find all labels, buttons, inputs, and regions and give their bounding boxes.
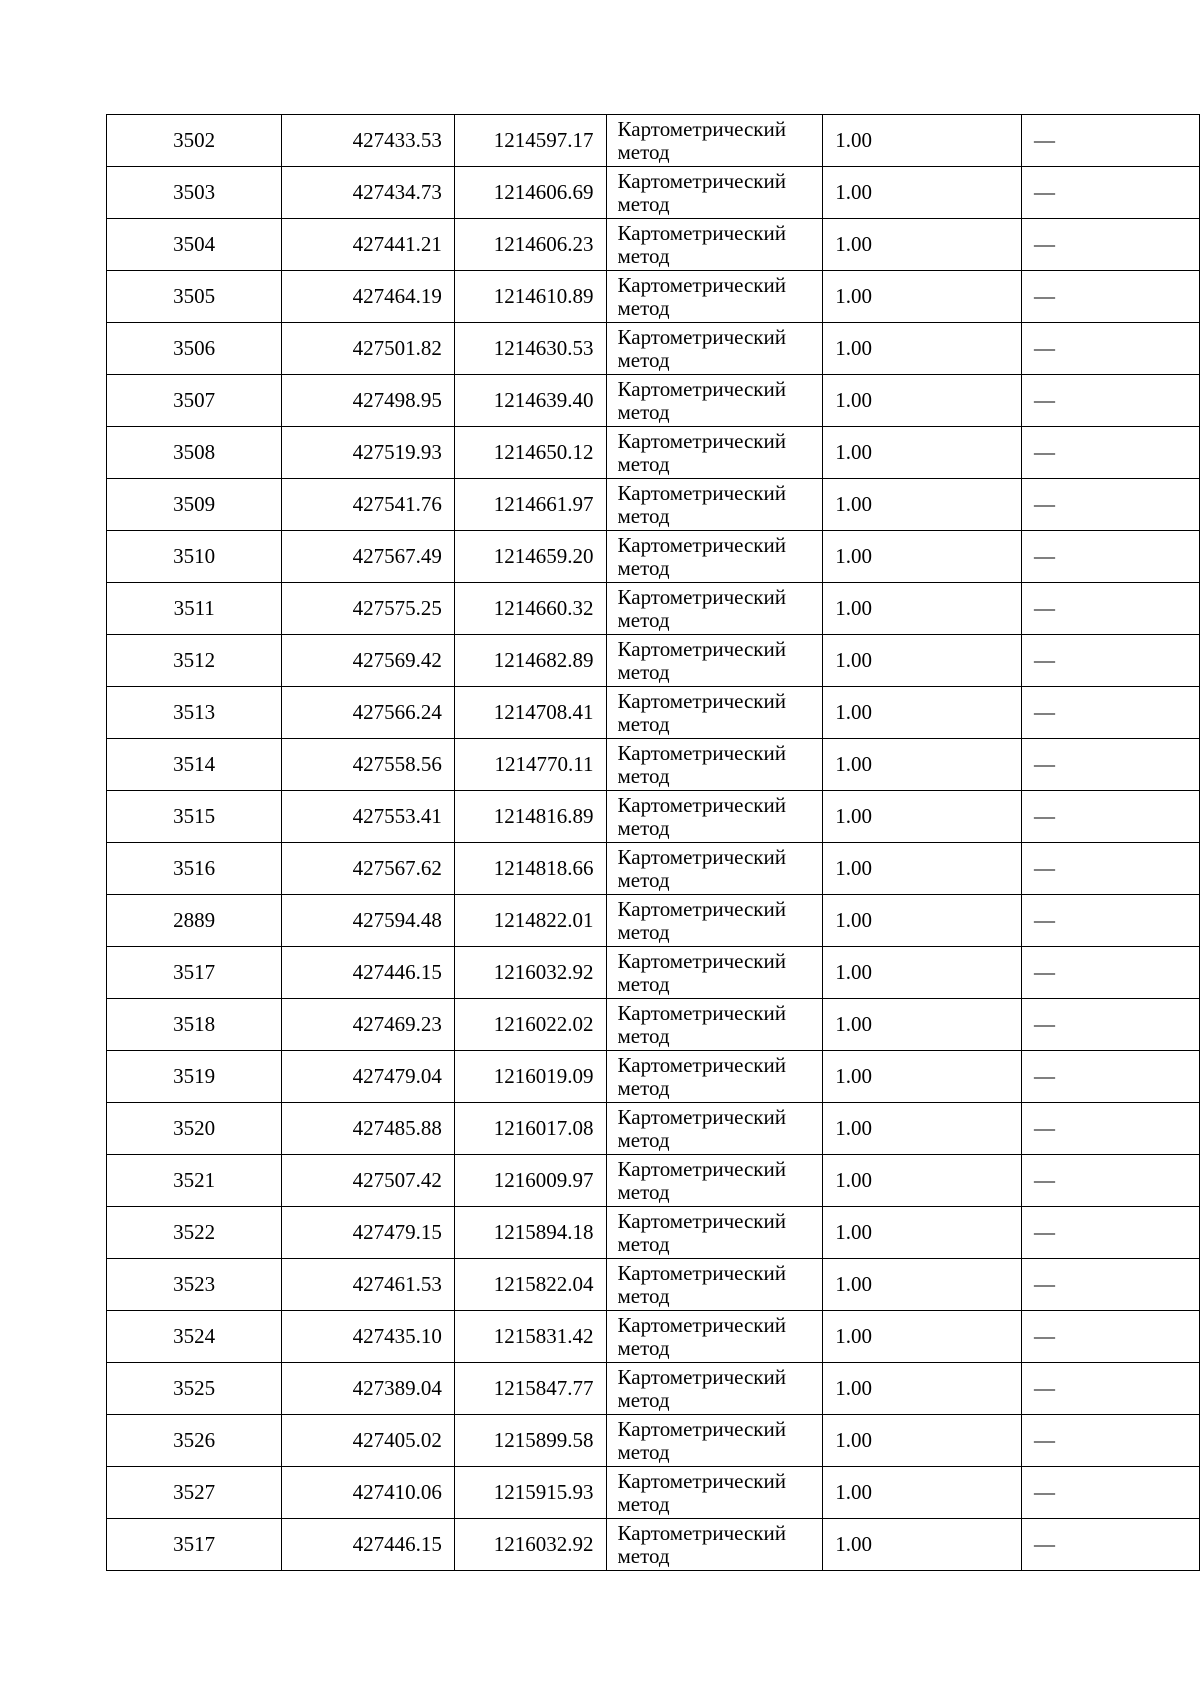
method-line-1: Картометрический: [617, 1157, 786, 1182]
point-number-cell: 3510: [107, 531, 282, 583]
method-line-1: Картометрический: [617, 1053, 786, 1078]
method-line-1: Картометрический: [617, 1313, 786, 1338]
x-coordinate-cell: 427541.76: [282, 479, 455, 531]
table-row: [107, 635, 1200, 687]
table-row: [107, 791, 1200, 843]
x-coordinate-cell: 427434.73: [282, 167, 455, 219]
description-cell: —: [1022, 843, 1200, 895]
table-row: [107, 687, 1200, 739]
accuracy-cell: 1.00: [823, 1155, 1022, 1207]
method-line-2: метод: [617, 1543, 670, 1568]
accuracy-cell: 1.00: [823, 791, 1022, 843]
accuracy-cell: 1.00: [823, 583, 1022, 635]
method-line-2: метод: [617, 1179, 670, 1204]
accuracy-cell: 1.00: [823, 1519, 1022, 1571]
x-coordinate-cell: 427479.04: [282, 1051, 455, 1103]
method-line-2: метод: [617, 1335, 670, 1360]
method-line-1: Картометрический: [617, 1105, 786, 1130]
method-line-1: Картометрический: [617, 1521, 786, 1546]
accuracy-cell: 1.00: [823, 635, 1022, 687]
point-number-cell: 3503: [107, 167, 282, 219]
point-number-cell: 3525: [107, 1363, 282, 1415]
y-coordinate-cell: 1215899.58: [454, 1415, 606, 1467]
accuracy-cell: 1.00: [823, 271, 1022, 323]
description-cell: —: [1022, 1363, 1200, 1415]
point-number-cell: 3524: [107, 1311, 282, 1363]
x-coordinate-cell: 427446.15: [282, 947, 455, 999]
method-line-1: Картометрический: [617, 1469, 786, 1494]
method-cell: [606, 635, 823, 687]
method-line-2: метод: [617, 1127, 670, 1152]
x-coordinate-cell: 427498.95: [282, 375, 455, 427]
table-row: [107, 271, 1200, 323]
description-cell: —: [1022, 1519, 1200, 1571]
accuracy-cell: 1.00: [823, 687, 1022, 739]
method-line-2: метод: [617, 1283, 670, 1308]
table-row: [107, 843, 1200, 895]
method-cell: [606, 323, 823, 375]
y-coordinate-cell: 1214822.01: [454, 895, 606, 947]
description-cell: —: [1022, 323, 1200, 375]
y-coordinate-cell: 1214816.89: [454, 791, 606, 843]
accuracy-cell: 1.00: [823, 999, 1022, 1051]
y-coordinate-cell: 1216017.08: [454, 1103, 606, 1155]
accuracy-cell: 1.00: [823, 115, 1022, 167]
table-row: [107, 1259, 1200, 1311]
description-cell: —: [1022, 1259, 1200, 1311]
y-coordinate-cell: 1216032.92: [454, 1519, 606, 1571]
x-coordinate-cell: 427461.53: [282, 1259, 455, 1311]
point-number-cell: 3520: [107, 1103, 282, 1155]
point-number-cell: 3517: [107, 1519, 282, 1571]
accuracy-cell: 1.00: [823, 219, 1022, 271]
table-row: [107, 1415, 1200, 1467]
method-line-2: метод: [617, 1231, 670, 1256]
description-cell: —: [1022, 635, 1200, 687]
method-cell: [606, 271, 823, 323]
table-row: [107, 583, 1200, 635]
table-row: [107, 115, 1200, 167]
method-line-2: метод: [617, 139, 670, 164]
accuracy-cell: 1.00: [823, 1363, 1022, 1415]
description-cell: —: [1022, 167, 1200, 219]
description-cell: —: [1022, 479, 1200, 531]
table-row: [107, 1311, 1200, 1363]
table-row: [107, 375, 1200, 427]
accuracy-cell: 1.00: [823, 427, 1022, 479]
point-number-cell: 3526: [107, 1415, 282, 1467]
point-number-cell: 3513: [107, 687, 282, 739]
method-line-2: метод: [617, 971, 670, 996]
y-coordinate-cell: 1215822.04: [454, 1259, 606, 1311]
y-coordinate-cell: 1214597.17: [454, 115, 606, 167]
method-line-1: Картометрический: [617, 585, 786, 610]
method-line-2: метод: [617, 1439, 670, 1464]
x-coordinate-cell: 427594.48: [282, 895, 455, 947]
method-line-2: метод: [617, 243, 670, 268]
y-coordinate-cell: 1214660.32: [454, 583, 606, 635]
y-coordinate-cell: 1214818.66: [454, 843, 606, 895]
accuracy-cell: 1.00: [823, 479, 1022, 531]
description-cell: —: [1022, 1051, 1200, 1103]
method-cell: [606, 843, 823, 895]
description-cell: —: [1022, 1467, 1200, 1519]
table-row: [107, 167, 1200, 219]
x-coordinate-cell: 427469.23: [282, 999, 455, 1051]
method-line-2: метод: [617, 1387, 670, 1412]
point-number-cell: 3511: [107, 583, 282, 635]
method-cell: [606, 219, 823, 271]
method-cell: [606, 1103, 823, 1155]
method-line-2: метод: [617, 763, 670, 788]
point-number-cell: 3502: [107, 115, 282, 167]
description-cell: —: [1022, 999, 1200, 1051]
x-coordinate-cell: 427501.82: [282, 323, 455, 375]
point-number-cell: 3517: [107, 947, 282, 999]
point-number-cell: 3522: [107, 1207, 282, 1259]
method-line-1: Картометрический: [617, 845, 786, 870]
table-row: [107, 1467, 1200, 1519]
method-line-1: Картометрический: [617, 481, 786, 506]
method-cell: [606, 1415, 823, 1467]
method-line-1: Картометрический: [617, 273, 786, 298]
table-row: [107, 323, 1200, 375]
description-cell: —: [1022, 687, 1200, 739]
description-cell: —: [1022, 1207, 1200, 1259]
method-line-2: метод: [617, 451, 670, 476]
method-cell: [606, 1207, 823, 1259]
y-coordinate-cell: 1215915.93: [454, 1467, 606, 1519]
point-number-cell: 3516: [107, 843, 282, 895]
accuracy-cell: 1.00: [823, 1311, 1022, 1363]
description-cell: —: [1022, 375, 1200, 427]
method-cell: [606, 1467, 823, 1519]
x-coordinate-cell: 427389.04: [282, 1363, 455, 1415]
method-cell: [606, 791, 823, 843]
y-coordinate-cell: 1215831.42: [454, 1311, 606, 1363]
description-cell: —: [1022, 1103, 1200, 1155]
method-line-1: Картометрический: [617, 117, 786, 142]
method-line-1: Картометрический: [617, 533, 786, 558]
point-number-cell: 2889: [107, 895, 282, 947]
method-line-2: метод: [617, 191, 670, 216]
y-coordinate-cell: 1214770.11: [454, 739, 606, 791]
point-number-cell: 3515: [107, 791, 282, 843]
point-number-cell: 3504: [107, 219, 282, 271]
accuracy-cell: 1.00: [823, 1207, 1022, 1259]
point-number-cell: 3508: [107, 427, 282, 479]
y-coordinate-cell: 1216019.09: [454, 1051, 606, 1103]
y-coordinate-cell: 1214659.20: [454, 531, 606, 583]
description-cell: —: [1022, 1155, 1200, 1207]
method-cell: [606, 895, 823, 947]
method-line-1: Картометрический: [617, 325, 786, 350]
method-line-1: Картометрический: [617, 169, 786, 194]
table-row: [107, 219, 1200, 271]
method-line-1: Картометрический: [617, 221, 786, 246]
y-coordinate-cell: 1214639.40: [454, 375, 606, 427]
method-cell: [606, 479, 823, 531]
x-coordinate-cell: 427575.25: [282, 583, 455, 635]
method-line-1: Картометрический: [617, 689, 786, 714]
description-cell: —: [1022, 531, 1200, 583]
method-line-2: метод: [617, 607, 670, 632]
accuracy-cell: 1.00: [823, 375, 1022, 427]
method-cell: [606, 115, 823, 167]
method-line-2: метод: [617, 347, 670, 372]
x-coordinate-cell: 427446.15: [282, 1519, 455, 1571]
method-line-1: Картометрический: [617, 949, 786, 974]
description-cell: —: [1022, 1311, 1200, 1363]
point-number-cell: 3521: [107, 1155, 282, 1207]
point-number-cell: 3519: [107, 1051, 282, 1103]
x-coordinate-cell: 427435.10: [282, 1311, 455, 1363]
coordinates-table: [106, 114, 1200, 1571]
y-coordinate-cell: 1214630.53: [454, 323, 606, 375]
point-number-cell: 3506: [107, 323, 282, 375]
method-line-2: метод: [617, 815, 670, 840]
table-row: [107, 947, 1200, 999]
method-line-2: метод: [617, 1023, 670, 1048]
y-coordinate-cell: 1214610.89: [454, 271, 606, 323]
method-line-1: Картометрический: [617, 793, 786, 818]
method-cell: [606, 947, 823, 999]
accuracy-cell: 1.00: [823, 323, 1022, 375]
table-row: [107, 531, 1200, 583]
table-row: [107, 1207, 1200, 1259]
method-cell: [606, 1051, 823, 1103]
y-coordinate-cell: 1214650.12: [454, 427, 606, 479]
method-cell: [606, 1155, 823, 1207]
accuracy-cell: 1.00: [823, 1051, 1022, 1103]
accuracy-cell: 1.00: [823, 947, 1022, 999]
method-line-2: метод: [617, 867, 670, 892]
point-number-cell: 3512: [107, 635, 282, 687]
method-line-1: Картометрический: [617, 1261, 786, 1286]
method-line-1: Картометрический: [617, 897, 786, 922]
y-coordinate-cell: 1214606.23: [454, 219, 606, 271]
method-line-1: Картометрический: [617, 1417, 786, 1442]
accuracy-cell: 1.00: [823, 531, 1022, 583]
method-line-2: метод: [617, 919, 670, 944]
method-cell: [606, 1363, 823, 1415]
table-row: [107, 1103, 1200, 1155]
method-cell: [606, 739, 823, 791]
method-cell: [606, 375, 823, 427]
method-cell: [606, 999, 823, 1051]
x-coordinate-cell: 427485.88: [282, 1103, 455, 1155]
table-row: [107, 895, 1200, 947]
y-coordinate-cell: 1214682.89: [454, 635, 606, 687]
method-line-1: Картометрический: [617, 1209, 786, 1234]
method-cell: [606, 531, 823, 583]
table-row: [107, 479, 1200, 531]
coordinates-table-body: [107, 115, 1200, 1571]
method-line-2: метод: [617, 295, 670, 320]
table-row: [107, 1363, 1200, 1415]
y-coordinate-cell: 1214708.41: [454, 687, 606, 739]
method-cell: [606, 583, 823, 635]
description-cell: —: [1022, 1415, 1200, 1467]
accuracy-cell: 1.00: [823, 1259, 1022, 1311]
point-number-cell: 3509: [107, 479, 282, 531]
method-line-1: Картометрический: [617, 637, 786, 662]
point-number-cell: 3527: [107, 1467, 282, 1519]
accuracy-cell: 1.00: [823, 1415, 1022, 1467]
x-coordinate-cell: 427464.19: [282, 271, 455, 323]
method-cell: [606, 1519, 823, 1571]
x-coordinate-cell: 427519.93: [282, 427, 455, 479]
table-row: [107, 1155, 1200, 1207]
x-coordinate-cell: 427553.41: [282, 791, 455, 843]
description-cell: —: [1022, 583, 1200, 635]
method-line-2: метод: [617, 399, 670, 424]
description-cell: —: [1022, 947, 1200, 999]
x-coordinate-cell: 427566.24: [282, 687, 455, 739]
x-coordinate-cell: 427567.62: [282, 843, 455, 895]
x-coordinate-cell: 427567.49: [282, 531, 455, 583]
accuracy-cell: 1.00: [823, 167, 1022, 219]
method-line-1: Картометрический: [617, 377, 786, 402]
point-number-cell: 3505: [107, 271, 282, 323]
table-row: [107, 999, 1200, 1051]
description-cell: —: [1022, 427, 1200, 479]
method-line-1: Картометрический: [617, 1001, 786, 1026]
method-line-1: Картометрический: [617, 429, 786, 454]
description-cell: —: [1022, 219, 1200, 271]
method-line-2: метод: [617, 711, 670, 736]
point-number-cell: 3507: [107, 375, 282, 427]
method-line-1: Картометрический: [617, 1365, 786, 1390]
method-line-2: метод: [617, 555, 670, 580]
accuracy-cell: 1.00: [823, 1467, 1022, 1519]
x-coordinate-cell: 427410.06: [282, 1467, 455, 1519]
y-coordinate-cell: 1214606.69: [454, 167, 606, 219]
method-line-2: метод: [617, 1075, 670, 1100]
accuracy-cell: 1.00: [823, 739, 1022, 791]
y-coordinate-cell: 1216009.97: [454, 1155, 606, 1207]
y-coordinate-cell: 1215847.77: [454, 1363, 606, 1415]
point-number-cell: 3514: [107, 739, 282, 791]
table-row: [107, 1519, 1200, 1571]
description-cell: —: [1022, 115, 1200, 167]
table-row: [107, 427, 1200, 479]
x-coordinate-cell: 427433.53: [282, 115, 455, 167]
description-cell: —: [1022, 895, 1200, 947]
x-coordinate-cell: 427558.56: [282, 739, 455, 791]
table-row: [107, 739, 1200, 791]
method-cell: [606, 687, 823, 739]
accuracy-cell: 1.00: [823, 1103, 1022, 1155]
method-line-2: метод: [617, 659, 670, 684]
x-coordinate-cell: 427479.15: [282, 1207, 455, 1259]
accuracy-cell: 1.00: [823, 843, 1022, 895]
method-cell: [606, 1259, 823, 1311]
x-coordinate-cell: 427405.02: [282, 1415, 455, 1467]
x-coordinate-cell: 427507.42: [282, 1155, 455, 1207]
method-line-2: метод: [617, 1491, 670, 1516]
description-cell: —: [1022, 791, 1200, 843]
description-cell: —: [1022, 271, 1200, 323]
method-line-2: метод: [617, 503, 670, 528]
y-coordinate-cell: 1215894.18: [454, 1207, 606, 1259]
point-number-cell: 3523: [107, 1259, 282, 1311]
y-coordinate-cell: 1216032.92: [454, 947, 606, 999]
method-line-1: Картометрический: [617, 741, 786, 766]
accuracy-cell: 1.00: [823, 895, 1022, 947]
table-row: [107, 1051, 1200, 1103]
x-coordinate-cell: 427441.21: [282, 219, 455, 271]
x-coordinate-cell: 427569.42: [282, 635, 455, 687]
y-coordinate-cell: 1216022.02: [454, 999, 606, 1051]
description-cell: —: [1022, 739, 1200, 791]
method-cell: [606, 1311, 823, 1363]
point-number-cell: 3518: [107, 999, 282, 1051]
y-coordinate-cell: 1214661.97: [454, 479, 606, 531]
method-cell: [606, 167, 823, 219]
method-cell: [606, 427, 823, 479]
